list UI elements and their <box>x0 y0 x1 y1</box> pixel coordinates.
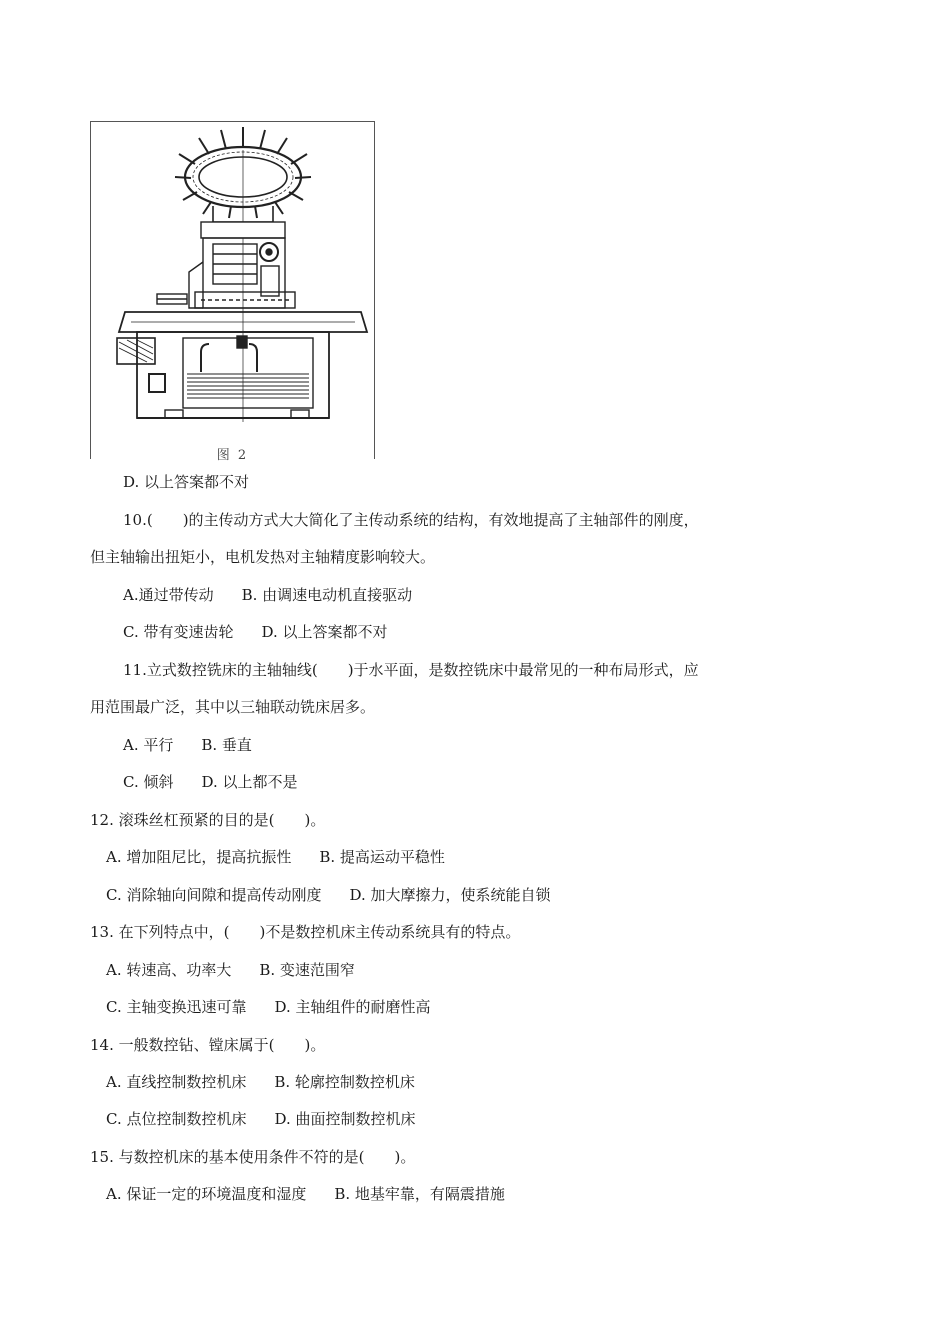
q15-option-a: A. 保证一定的环境温度和湿度 <box>106 1185 307 1203</box>
q13-options-ab <box>106 960 355 980</box>
q11-option-d: D. 以上都不是 <box>201 773 298 791</box>
q10-option-b: B. 由调速电动机直接驱动 <box>241 586 413 604</box>
q11-stem-line1: 11.立式数控铣床的主轴轴线( )于水平面，是数控铣床中最常见的一种布局形式，应 <box>123 661 699 679</box>
q10-options-cd <box>123 622 388 642</box>
q11-stem-line2: 用范围最广泛，其中以三轴联动铣床居多。 <box>90 698 376 716</box>
q14-option-c: C. 点位控制数控机床 <box>106 1110 247 1128</box>
q13-option-d: D. 主轴组件的耐磨性高 <box>274 998 431 1016</box>
q13-option-b: B. 变速范围窄 <box>259 961 355 979</box>
q12-option-a: A. 增加阻尼比，提高抗振性 <box>106 848 292 866</box>
q11-option-c: C. 倾斜 <box>123 773 174 791</box>
q10-options-ab <box>123 585 412 605</box>
q13-options-cd <box>106 997 431 1017</box>
q10-option-c: C. 带有变速齿轮 <box>123 623 234 641</box>
q14-option-d: D. 曲面控制数控机床 <box>274 1110 416 1128</box>
q10-stem-line1: 10.( )的主传动方式大大简化了主传动系统的结构，有效地提高了主轴部件的刚度， <box>123 511 699 529</box>
machine-drawing <box>91 122 374 442</box>
q11-option-a: A. 平行 <box>123 736 174 754</box>
machine-figure <box>90 121 375 463</box>
q10-stem-line2: 但主轴输出扭矩小，电机发热对主轴精度影响较大。 <box>90 548 436 566</box>
q14-options-cd <box>106 1109 416 1129</box>
q12-options-ab <box>106 847 445 867</box>
q11-options-cd <box>123 772 298 792</box>
q11-option-b: B. 垂直 <box>201 736 252 754</box>
q10-option-d: D. 以上答案都不对 <box>261 623 388 641</box>
q15-stem: 15. 与数控机床的基本使用条件不符的是( )。 <box>90 1148 416 1166</box>
figure-caption: 图 2 <box>216 448 249 463</box>
q10-option-a: A.通过带传动 <box>123 586 214 604</box>
q14-stem: 14. 一般数控钻、镗床属于( )。 <box>90 1036 326 1054</box>
q12-option-d: D. 加大摩擦力，使系统能自锁 <box>349 886 551 904</box>
q12-option-b: B. 提高运动平稳性 <box>319 848 445 866</box>
q12-option-c: C. 消除轴向间隙和提高传动刚度 <box>106 886 322 904</box>
q15-option-b: B. 地基牢靠，有隔震措施 <box>334 1185 505 1203</box>
q13-option-c: C. 主轴变换迅速可靠 <box>106 998 247 1016</box>
q14-option-b: B. 轮廓控制数控机床 <box>274 1073 415 1091</box>
q14-option-a: A. 直线控制数控机床 <box>106 1073 247 1091</box>
q13-option-a: A. 转速高、功率大 <box>106 961 232 979</box>
q13-stem: 13. 在下列特点中，( )不是数控机床主传动系统具有的特点。 <box>90 923 521 941</box>
q12-stem: 12. 滚珠丝杠预紧的目的是( )。 <box>90 811 326 829</box>
q15-options-ab <box>106 1184 505 1204</box>
q14-options-ab <box>106 1072 415 1092</box>
q9-option-d: D. 以上答案都不对 <box>123 473 250 491</box>
q11-options-ab <box>123 735 252 755</box>
q12-options-cd <box>106 885 551 905</box>
